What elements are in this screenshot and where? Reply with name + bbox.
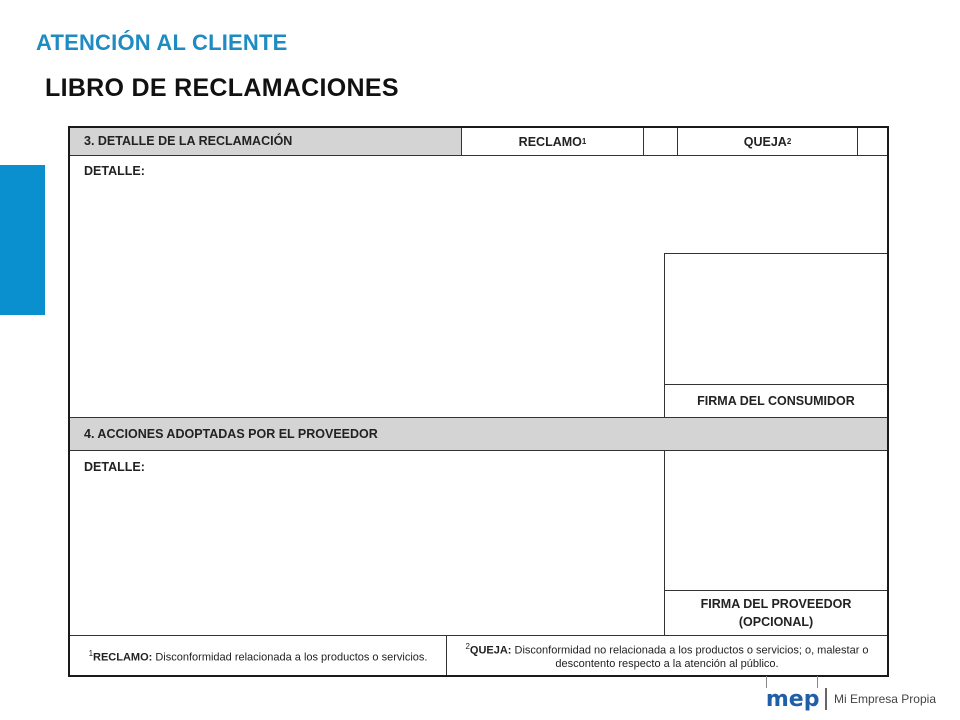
queja-superscript: 2: [786, 137, 792, 146]
logo-text: Mi Empresa Propia: [833, 692, 936, 706]
provider-signature-text: FIRMA DEL PROVEEDOR: [700, 597, 852, 611]
reclamo-footnote-sup: 1: [88, 648, 94, 658]
provider-signature-box[interactable]: [664, 451, 887, 590]
section4-detail-label: DETALLE:: [84, 460, 145, 474]
reclamo-footnote: [70, 635, 447, 675]
reclamo-label-text: RECLAMO: [518, 134, 582, 149]
section3-title-text: 3. DETALLE DE LA RECLAMACIÓN: [84, 134, 293, 148]
consumer-signature-box[interactable]: [664, 253, 887, 384]
consumer-signature-text: FIRMA DEL CONSUMIDOR: [697, 394, 855, 408]
section4-detail-area[interactable]: [70, 451, 664, 634]
consumer-signature-label: [664, 384, 887, 417]
section4-title: [70, 417, 887, 451]
reclamo-footnote-term: RECLAMO:: [93, 651, 153, 664]
complaint-form: [68, 126, 889, 677]
provider-signature-optional: (OPCIONAL): [738, 615, 814, 629]
reclamo-checkbox[interactable]: [644, 128, 678, 156]
queja-footnote-text: Disconformidad no relacionada a los productos o servicios; o, malestar o descontento respecto a la atención al público.: [514, 644, 869, 671]
queja-footnote: [447, 635, 887, 675]
queja-label: [678, 128, 858, 156]
reclamo-superscript: 1: [581, 137, 587, 146]
logo-mark: mep: [765, 686, 820, 712]
section3-detail-area[interactable]: [70, 156, 664, 416]
section3-detail-label: DETALLE:: [84, 164, 145, 178]
provider-signature-label: [664, 590, 887, 635]
logo-divider: [825, 688, 827, 710]
side-accent-bar: [0, 165, 45, 315]
reclamo-label: [462, 128, 644, 156]
queja-footnote-term: QUEJA:: [469, 644, 512, 657]
page-title: LIBRO DE RECLAMACIONES: [45, 74, 399, 102]
queja-label-text: QUEJA: [743, 134, 787, 149]
section3-title: [70, 128, 462, 156]
section4-title-text: 4. ACCIONES ADOPTADAS POR EL PROVEEDOR: [84, 427, 378, 441]
section-label: ATENCIÓN AL CLIENTE: [36, 30, 288, 55]
reclamo-footnote-text: Disconformidad relacionada a los productos o servicios.: [155, 651, 428, 664]
queja-checkbox[interactable]: [858, 128, 887, 156]
queja-footnote-sup: 2: [465, 641, 470, 651]
company-logo: [766, 684, 936, 714]
